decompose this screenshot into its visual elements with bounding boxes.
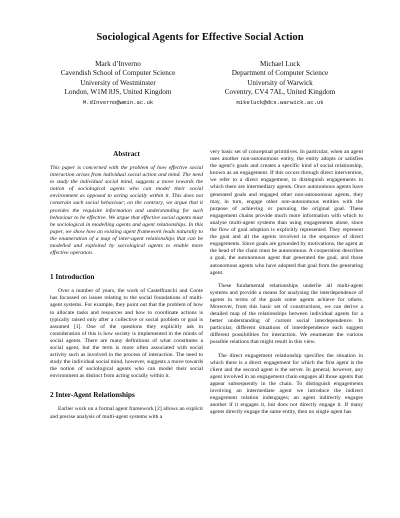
left-column bbox=[50, 150, 203, 421]
abstract-heading: Abstract bbox=[113, 150, 140, 158]
author-location: London, W1M 8JS, United Kingdom bbox=[64, 88, 172, 97]
right-column-paragraph-2: These fundamental relationships underlie all multi-agent systems and provide a means for analysing the interdependence of agents in terms of the goals some agents achieve for others. Moreover, from this basic set of constructions, we can derive a detailed map of the relationships between individual agents for a better understanding of current social interdependence. In particular, different situations of interdependence each suggest different possibilities for interaction. We enumerate the various possible relations that might result in this view. bbox=[210, 282, 363, 346]
section-heading-introduction: 1 Introduction bbox=[50, 273, 95, 282]
author-name: Michael Luck bbox=[259, 60, 301, 68]
introduction-paragraph: Over a number of years, the work of Castelfranchi and Conte has focussed on issues relating to the social foundations of multi-agent systems. For example, they point out that the problem of how to allocate tasks and resources and how to coordinate actions is typically raised only after a collective or social problem or goal is assumed [1]. One of the questions they explicitly ask in consideration of this is how society is implemented in the minds of social agents. There are many definitions of what constitutes a social agent, but the term is more often associated with social activity such as involved in the process of interaction. The need to study the individual social mind, however, suggests a move towards the notion of sociological agents who can model their social environment as distinct from acting socially within it. bbox=[50, 288, 203, 380]
abstract-text: This paper is concerned with the problem of how effective social interaction arises from individual social action and mind. The need to study the individual social mind, suggests a move towards the notion of sociological agents who can model their social environment as opposed to acting socially within it. This does not constrain such social behaviour; on the contrary, we argue that it provides the requisite information and understanding for such behaviour to be effective. We argue that effective social agents must be sociological in modelling agents and agent relationships. In this paper, we show how an existing agent framework leads naturally to the enumeration of a map of inter-agent relationships that can be modelled and exploited by sociological agents to enable more effective operation. bbox=[50, 165, 203, 257]
author-2 bbox=[195, 60, 365, 107]
author-location: Coventry, CV4 7AL, United Kingdom bbox=[224, 88, 336, 97]
right-column-paragraph-1: very basic set of conceptual primitives. In particular, when an agent uses another non-autonomous entity, the entity adopts or satisfies the agent’s goals and creates a specific kind of social relationship, known as an engagement. If this occurs through direct intervention, we refer to a direct engagement, to distinguish engagements in which there are intermediary agents. Once autonomous agents have generated goals and engaged other non-autonomous agents, they may, in turn, engage other non-autonomous entities with the purpose of achieving or pursuing the original goal. These engagement chains provide much more information with which to analyse multi-agent systems than using engagements alone, since the flow of goal adoption is explicitly represented. They represent the goal and all the agents involved in the sequence of direct engagements. Since goals are grounded by motivations, the agent at the head of the chain must be autonomous. A cooperation describes a goal, the autonomous agent that generated the goal, and those autonomous agents who have adopted that goal from the generating agent. bbox=[210, 149, 363, 276]
author-email: mikeluck@dcs.warwick.ac.uk bbox=[236, 98, 324, 106]
author-1 bbox=[33, 60, 203, 107]
author-name: Mark d’Inverno bbox=[95, 60, 141, 68]
author-department: Department of Computer Science bbox=[231, 69, 329, 78]
right-column-paragraph-3: The direct engagement relationship specifies the situation in which there is a direct engagement for which the first agent is the client and the second agent is the server. In general, however, any agent involved in an engagement chain engages all those agents that appear subsequently in the chain. To distinguish engagements involving an intermediate agent we introduce the indirect engagement relation indengages; an agent indirectly engages another if it engages it, but does not directly engage it. If many agents directly engage the same entity, then no single agent has bbox=[210, 352, 363, 416]
paper-title: Sociological Agents for Effective Social Action bbox=[96, 32, 304, 43]
author-email: M.dInverno@wmin.ac.uk bbox=[82, 98, 154, 106]
inter-agent-paragraph: Earlier work on a formal agent framework [2] allows an explicit and precise analysis of multi-agent systems with a bbox=[50, 406, 203, 420]
author-department: Cavendish School of Computer Science bbox=[60, 69, 176, 78]
author-institution: University of Warwick bbox=[247, 78, 313, 87]
author-block bbox=[0, 60, 400, 130]
section-heading-inter-agent-relationships: 2 Inter-Agent Relationships bbox=[50, 391, 135, 400]
author-institution: University of Westminster bbox=[80, 78, 156, 87]
right-column bbox=[210, 149, 363, 416]
